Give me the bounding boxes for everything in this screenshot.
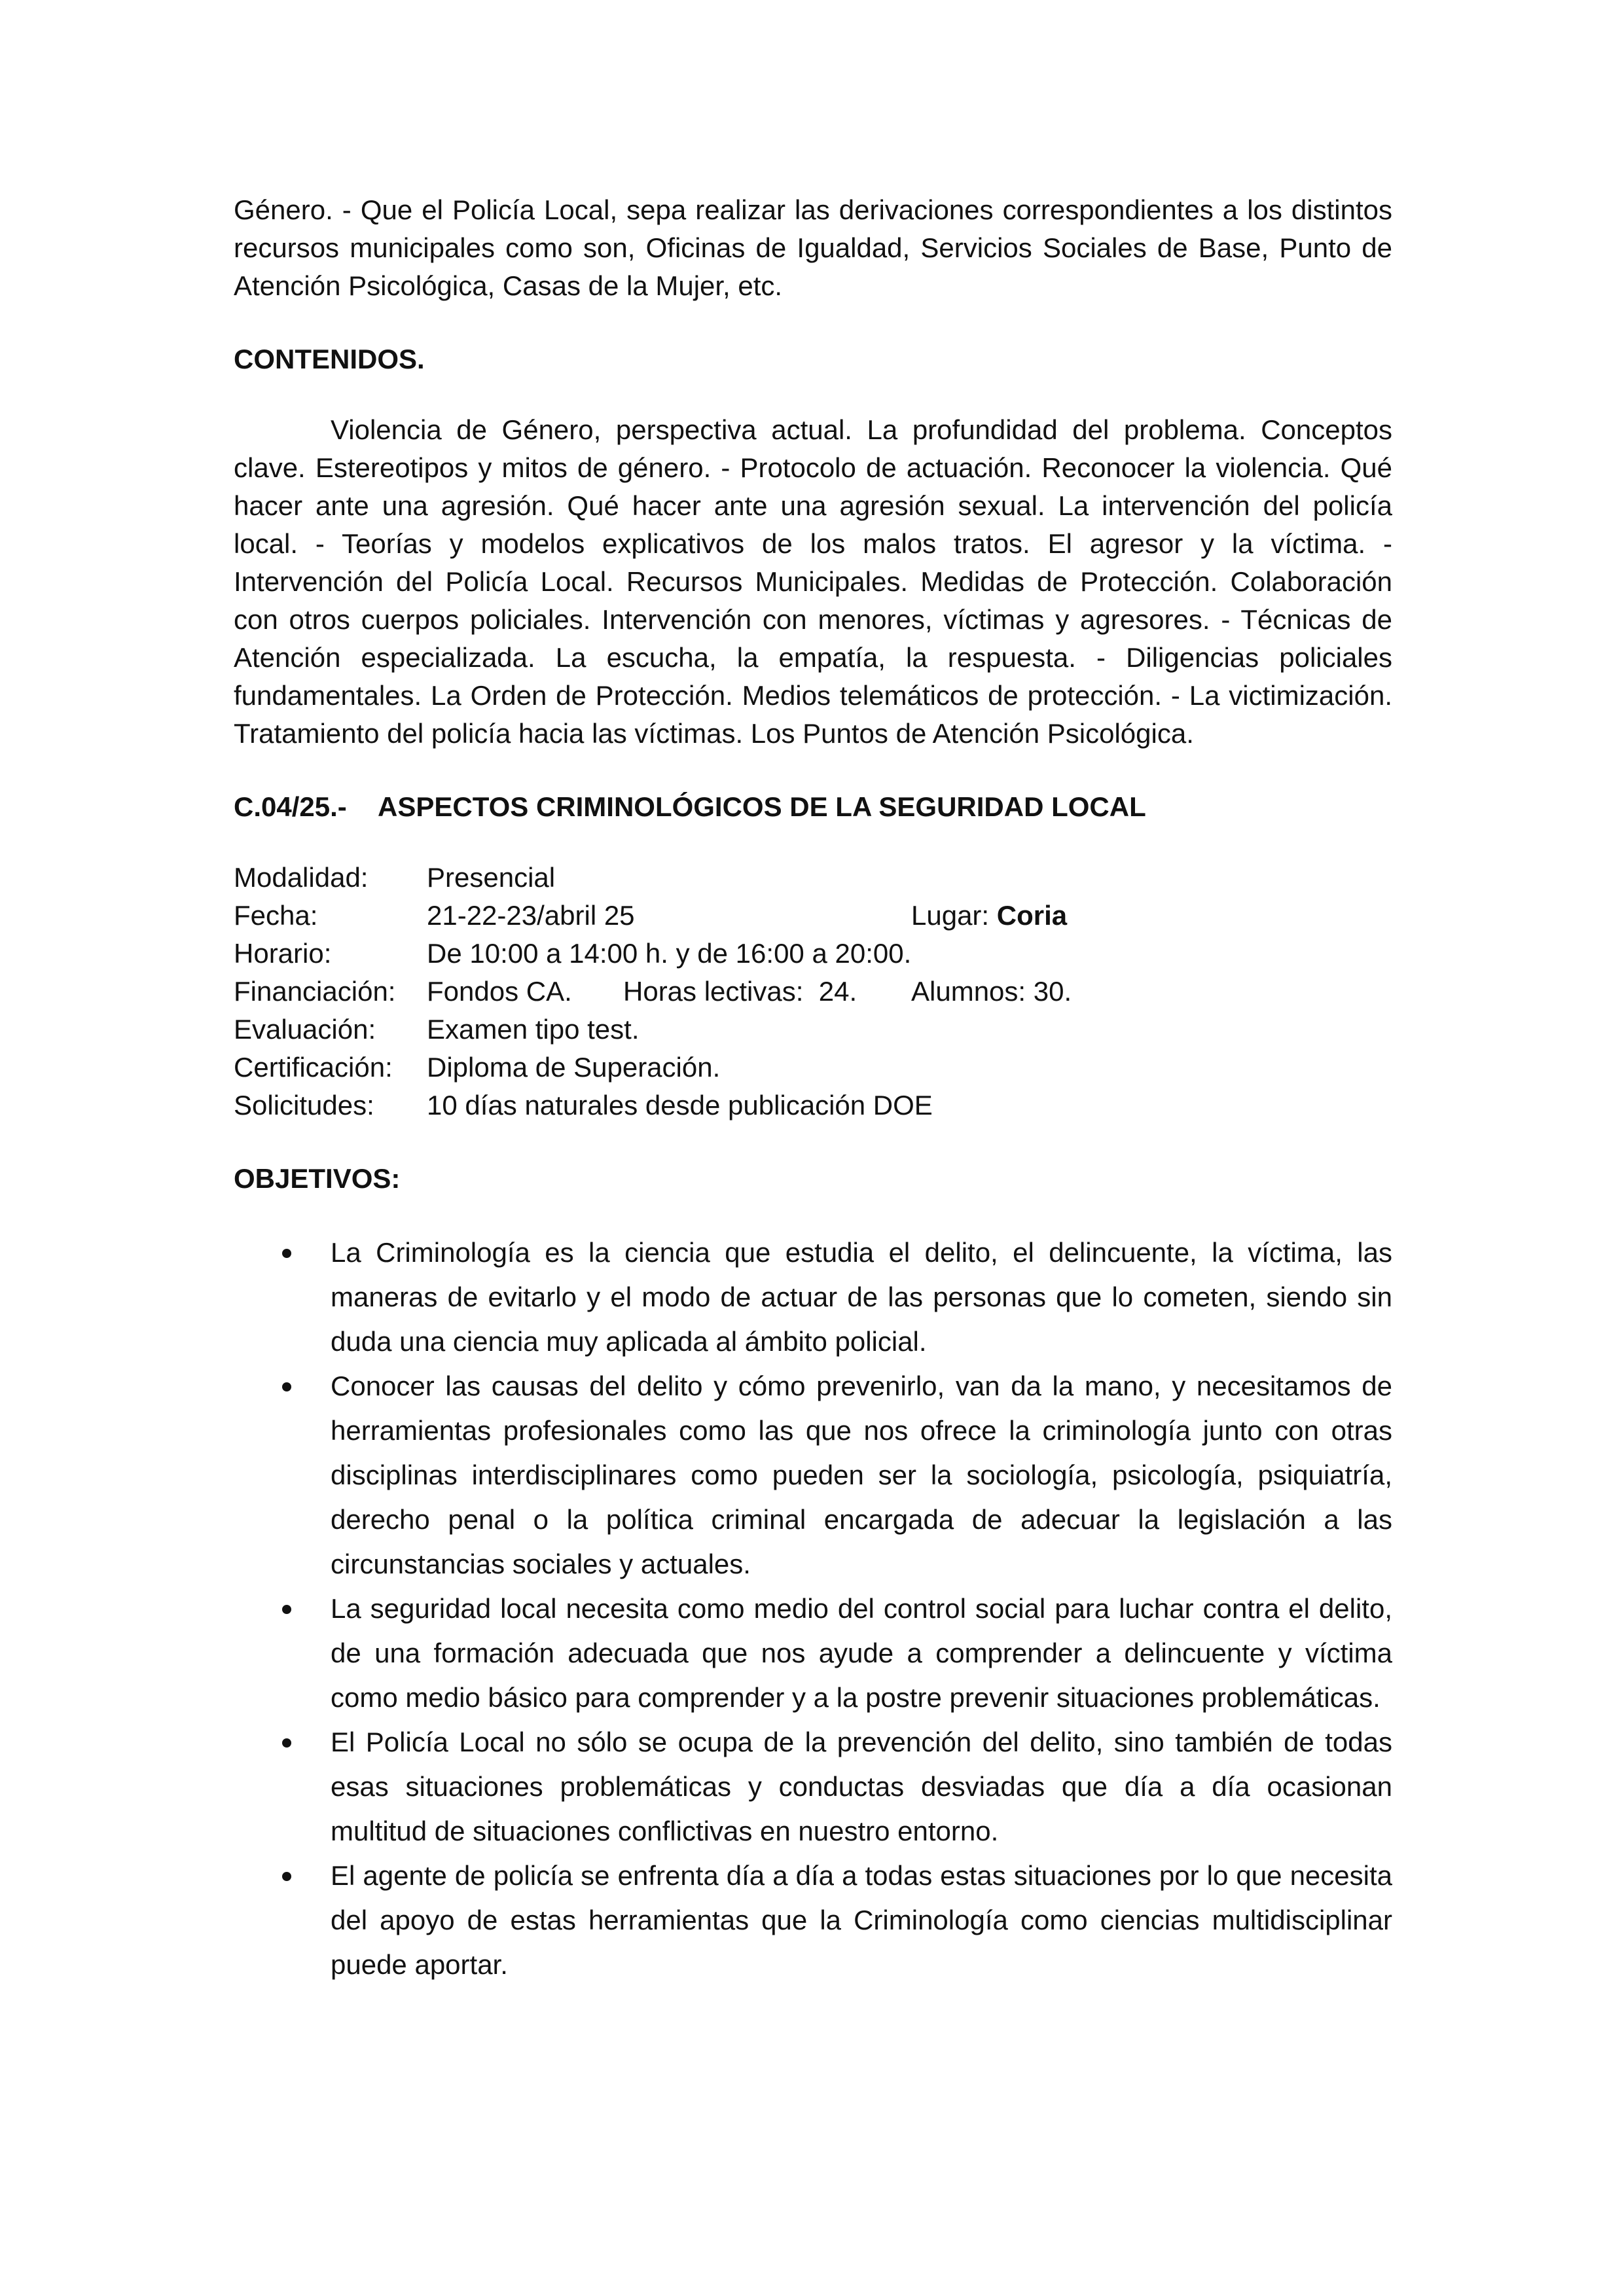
financiacion-value: Fondos CA. (427, 976, 572, 1007)
list-item (234, 1364, 1392, 1587)
detail-row-modalidad (234, 859, 1392, 897)
certificacion-label: Certificación: (234, 1052, 393, 1083)
course-name: ASPECTOS CRIMINOLÓGICOS DE LA SEGURIDAD LOCAL (378, 791, 1146, 822)
objetivos-list (234, 1230, 1392, 1987)
evaluacion-value: Examen tipo test. (427, 1014, 640, 1045)
alumnos-value: 30. (1033, 976, 1072, 1007)
objetivo-text: Conocer las causas del delito y cómo prevenirlo, van da la mano, y necesitamos de herramientas profesionales como las que nos ofrece la criminología junto con otras disciplinas interdisciplinares como pueden ser la sociología, psicología, psiquiatría, derecho penal o la política criminal encargada de adecuar la legislación a las circunstancias sociales y actuales. (331, 1371, 1392, 1579)
detail-row-fecha (234, 897, 1392, 935)
horas-value: 24. (818, 976, 857, 1007)
bullet-icon (282, 1872, 291, 1881)
bullet-icon (282, 1605, 291, 1614)
detail-row-certificacion (234, 1049, 1392, 1086)
objetivo-text: La Criminología es la ciencia que estudia el delito, el delincuente, la víctima, las maneras de evitarlo y el modo de actuar de las personas que lo cometen, siendo sin duda una ciencia muy aplicada al ámbito policial. (331, 1237, 1392, 1357)
intro-paragraph: Género. - Que el Policía Local, sepa realizar las derivaciones correspondientes a los distintos recursos municipales como son, Oficinas de Igualdad, Servicios Sociales de Base, Punto de Atención Psicológica, Casas de la Mujer, etc. (234, 194, 1392, 301)
fecha-label: Fecha: (234, 900, 318, 931)
bullet-icon (282, 1738, 291, 1748)
certificacion-value: Diploma de Superación. (427, 1052, 721, 1083)
modalidad-label: Modalidad: (234, 862, 369, 893)
objetivo-text: El agente de policía se enfrenta día a día a todas estas situaciones por lo que necesita del apoyo de estas herramientas que la Criminología como ciencias multidisciplinar puede aportar. (331, 1860, 1392, 1980)
list-item (234, 1720, 1392, 1854)
lugar-value: Coria (996, 900, 1068, 931)
bullet-icon (282, 1249, 291, 1258)
bullet-icon (282, 1382, 291, 1391)
list-item (234, 1230, 1392, 1364)
solicitudes-value: 10 días naturales desde publicación DOE (427, 1090, 933, 1121)
course-title (234, 788, 1392, 826)
horas-lectivas (623, 973, 911, 1011)
detail-row-horario (234, 935, 1392, 973)
horario-label: Horario: (234, 938, 332, 969)
modalidad-value: Presencial (427, 862, 556, 893)
document-page (234, 191, 1392, 1987)
evaluacion-label: Evaluación: (234, 1014, 376, 1045)
list-item (234, 1587, 1392, 1720)
detail-row-financiacion (234, 973, 1392, 1011)
horas-label: Horas lectivas: (623, 976, 804, 1007)
detail-row-evaluacion (234, 1011, 1392, 1049)
objetivo-text: El Policía Local no sólo se ocupa de la prevención del delito, sino también de todas esas situaciones problemáticas y conductas desviadas que día a día ocasionan multitud de situaciones conflictivas en nuestro entorno. (331, 1727, 1392, 1846)
financiacion-label: Financiación: (234, 976, 396, 1007)
horario-value: De 10:00 a 14:00 h. y de 16:00 a 20:00. (427, 938, 912, 969)
contenidos-heading: CONTENIDOS. (234, 344, 425, 374)
alumnos-label: Alumnos: (911, 976, 1026, 1007)
objetivo-text: La seguridad local necesita como medio del control social para luchar contra el delito, de una formación adecuada que nos ayude a comprender a delincuente y víctima como medio básico para comprender y a la postre prevenir situaciones problemáticas. (331, 1593, 1392, 1713)
fecha-value: 21-22-23/abril 25 (427, 900, 635, 931)
contenidos-text: Violencia de Género, perspectiva actual. La profundidad del problema. Conceptos clave. Estereotipos y mitos de género. - Protocolo de actuación. Reconocer la violencia. Qué hacer ante una agresión. Qué hacer ante una agresión sexual. La intervención del policía local. - Teorías y modelos explicativos de los malos tratos. El agresor y la víctima. - Intervención del Policía Local. Recursos Municipales. Medidas de Protección. Colaboración con otros cuerpos policiales. Intervención con menores, víctimas y agresores. - Técnicas de Atención especializada. La escucha, la empatía, la respuesta. - Diligencias policiales fundamentales. La Orden de Protección. Medios telemáticos de protección. - La victimización. Tratamiento del policía hacia las víctimas. Los Puntos de Atención Psicológica. (234, 414, 1392, 749)
course-code: C.04/25.- (234, 791, 347, 822)
objetivos-heading: OBJETIVOS: (234, 1163, 401, 1194)
solicitudes-label: Solicitudes: (234, 1090, 374, 1121)
lugar-label: Lugar: (911, 900, 990, 931)
course-details (234, 859, 1392, 1124)
list-item (234, 1854, 1392, 1987)
detail-row-solicitudes (234, 1086, 1392, 1124)
